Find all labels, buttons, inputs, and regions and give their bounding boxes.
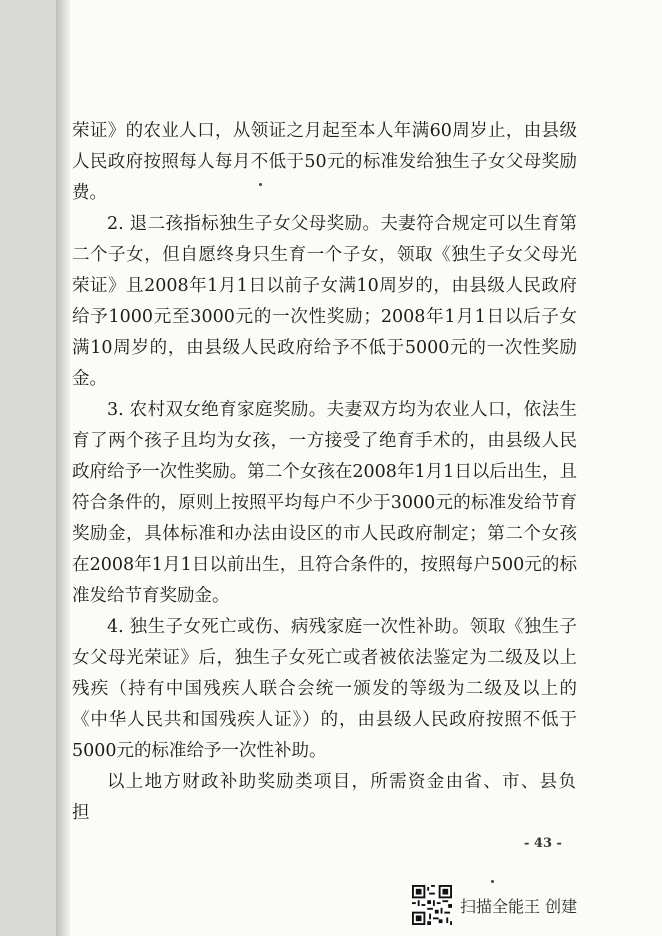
binding-shadow [56,0,70,936]
document-body [72,116,577,829]
scanner-label: 扫描全能王 创建 [460,896,578,916]
page-number: - 43 - [524,836,562,851]
paragraph-item-3: 3. 农村双女绝育家庭奖励。夫妻双方均为农业人口，依法生育了两个孩子且均为女孩，一方接受了绝育手术的，由县级人民政府给予一次性奖励。第二个女孩在2008年1月1日以后出生，且符合条件的，原则上按照平均每户不少于3000元的标准发给节育奖励金，具体标准和办法由设区的市人民政府制定；第二个女孩在2008年1月1日以前出生，且符合条件的，按照每户500元的标准发给节育奖励金。 [72,400,577,606]
paragraph-item-2: 2. 退二孩指标独生子女父母奖励。夫妻符合规定可以生育第二个子女，但自愿终身只生育一个子女，领取《独生子女父母光荣证》且2008年1月1日以前子女满10周岁的，由县级人民政府给予1000元至3000元的一次性奖励；2008年1月1日以后子女满10周岁的，由县级人民政府给予不低于5000元的一次性奖励金。 [72,214,577,389]
qr-code-icon [412,885,452,925]
paragraph-summary: 以上地方财政补助奖励类项目，所需资金由省、市、县负担 [72,772,577,823]
scanner-watermark [412,882,577,928]
paragraph-continued: 荣证》的农业人口，从领证之月起至本人年满60周岁止，由县级人民政府按照每人每月不低于50元的标准发给独生子女父母奖励费。 [72,121,577,203]
scan-speck [259,183,262,186]
paragraph-item-4: 4. 独生子女死亡或伤、病残家庭一次性补助。领取《独生子女父母光荣证》后，独生子女死亡或者被依法鉴定为二级及以上残疾（持有中国残疾人联合会统一颁发的等级为二级及以上的《中华人民共和国残疾人证》）的，由县级人民政府按照不低于5000元的标准给予一次性补助。 [72,617,577,761]
